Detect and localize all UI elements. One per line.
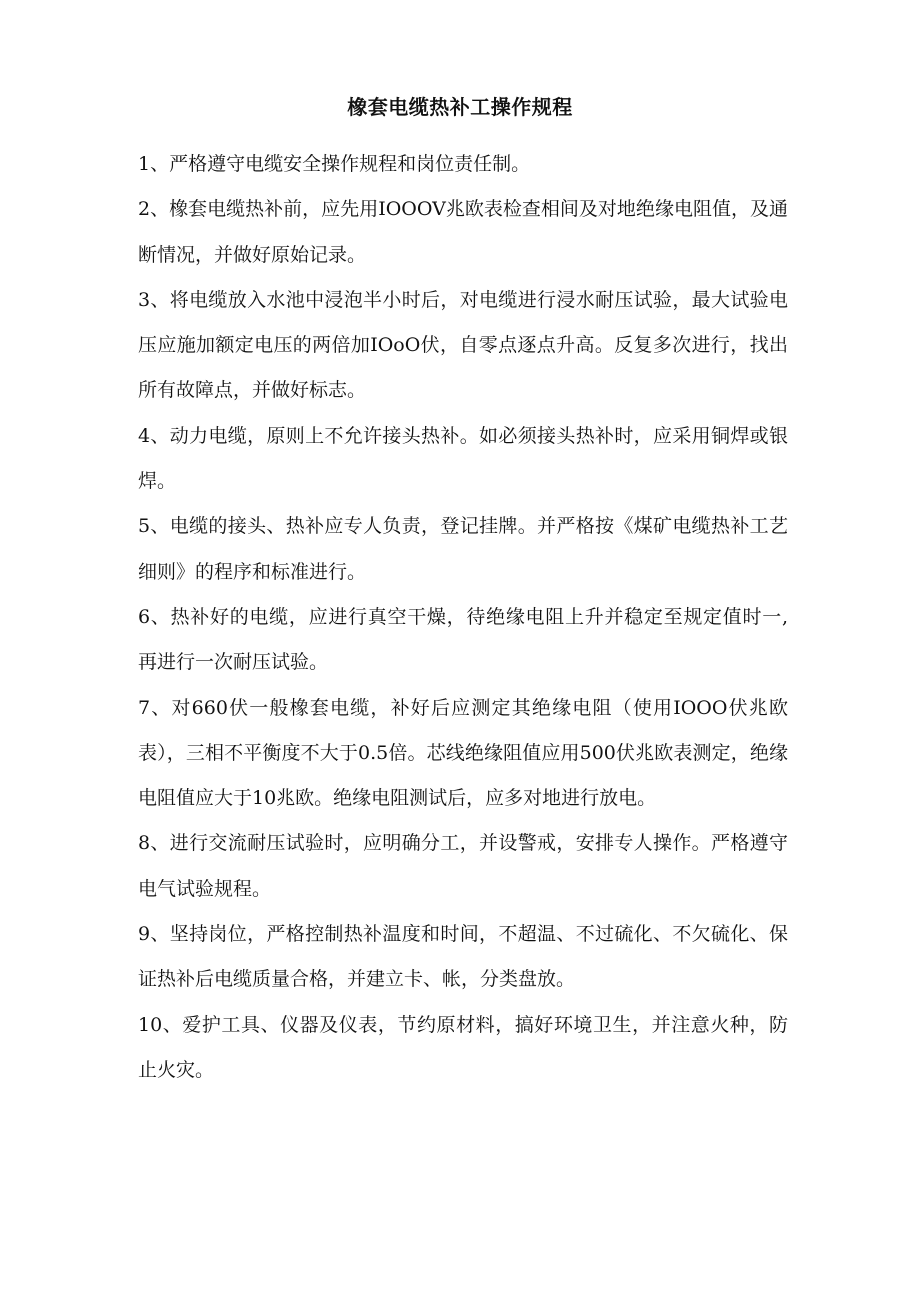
rule-paragraph-6: 6、热补好的电缆，应进行真空干燥，待绝缘电阻上升并稳定至规定值时一, 再进行一次耐压试验。 <box>138 605 788 674</box>
rule-paragraph-4: 4、动力电缆，原则上不允许接头热补。如必须接头热补时，应采用铜焊或银焊。 <box>138 424 788 493</box>
document-title: 橡套电缆热补工操作规程 <box>347 95 573 119</box>
rule-paragraph-5: 5、电缆的接头、热补应专人负责，登记挂牌。并严格按《煤矿电缆热补工艺细则》的程序和标准进行。 <box>138 515 788 583</box>
rule-paragraph-10: 10、爱护工具、仪器及仪表，节约原材料，搞好环境卫生，并注意火种，防止火灾。 <box>138 1013 788 1081</box>
rule-paragraph-2: 2、橡套电缆热补前，应先用IOOOV兆欧表检查相间及对地绝缘电阻值，及通断情况，并做好原始记录。 <box>138 198 788 266</box>
rule-paragraph-1: 1、严格遵守电缆安全操作规程和岗位责任制。 <box>138 153 531 175</box>
rule-paragraph-9: 9、坚持岗位，严格控制热补温度和时间，不超温、不过硫化、不欠硫化、保证热补后电缆质量合格，并建立卡、帐，分类盘放。 <box>138 923 788 991</box>
rule-paragraph-3: 3、将电缆放入水池中浸泡半小时后，对电缆进行浸水耐压试验，最大试验电压应施加额定电压的两倍加IOoO伏，自零点逐点升高。反复多次进行，找出所有故障点，并做好标志。 <box>138 288 788 402</box>
document-body <box>138 142 788 1093</box>
rule-paragraph-7: 7、对660伏一般橡套电缆，补好后应测定其绝缘电阻（使用IOOO伏兆欧表），三相不平衡度不大于0.5倍。芯线绝缘阻值应用500伏兆欧表测定，绝缘电阻值应大于10兆欧。绝缘电阻测试后，应多对地进行放电。 <box>138 696 788 810</box>
rule-paragraph-8: 8、进行交流耐压试验时，应明确分工，并设警戒，安排专人操作。严格遵守电气试验规程。 <box>138 832 788 900</box>
